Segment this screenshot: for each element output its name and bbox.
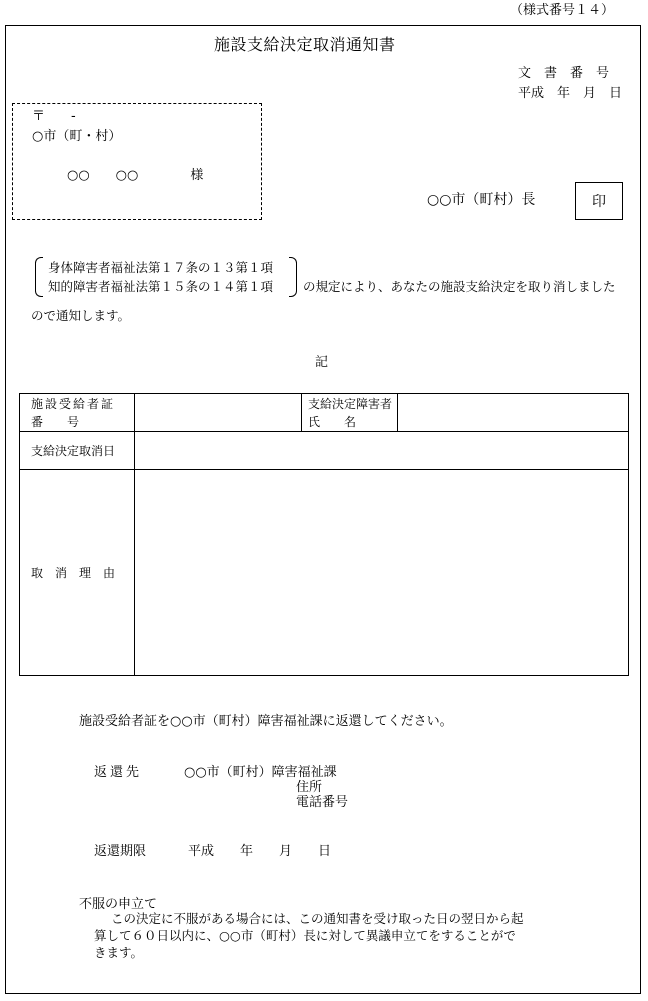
body-text-line-2: ので通知します。 [31,308,131,323]
document-number-label: 文 書 番 号 [518,66,610,81]
form-number: （様式番号１４） [510,3,615,18]
cert-number-label-line1: 施設受給者証 [31,397,116,411]
seal-mark: 印 [592,194,606,210]
ki-heading: 記 [315,355,329,370]
right-brace [289,257,297,297]
cancel-date-label: 支給決定取消日 [31,444,116,458]
certified-person-label-line2: 氏 名 [308,415,357,429]
left-brace [35,257,43,297]
return-deadline-label: 返還期限 [94,844,147,859]
addressee-city: ○市（町・村） [32,129,122,144]
details-table [19,393,629,676]
issuer: ○○市（町村）長 [427,192,536,208]
appeal-text-line-2: 算して６０日以内に、○○市（町村）長に対して異議申立てをすることがで [94,928,516,943]
appeal-text-line-1: この決定に不服がある場合には、この通知書を受け取った日の翌日から起 [111,911,524,926]
body-text-line-1: の規定により、あなたの施設支給決定を取り消しました [303,279,616,294]
certified-person-label-line1: 支給決定障害者 [308,397,393,411]
appeal-heading: 不服の申立て [79,897,158,912]
appeal-text-line-3: きます。 [94,945,144,960]
cancel-reason-label: 取 消 理 由 [31,566,116,580]
date-label: 平成 年 月 日 [518,86,623,101]
law-reference-2: 知的障害者福祉法第１５条の１４第１項 [48,279,274,294]
postal-code: 〒 - [32,109,76,124]
return-to-phone: 電話番号 [296,795,349,810]
return-to-address: 住所 [296,780,323,795]
table-col-divider-2 [301,394,302,431]
table-col-divider-3 [397,394,398,431]
return-deadline-value: 平成 年 月 日 [188,844,332,859]
return-to-department: ○○市（町村）障害福祉課 [184,765,337,780]
table-row-divider-2 [20,469,628,470]
page-title: 施設支給決定取消通知書 [214,35,396,54]
cert-number-label-line2: 番 号 [31,415,80,429]
addressee-name: ○○ ○○ 様 [67,168,204,183]
law-reference-1: 身体障害者福祉法第１７条の１３第１項 [48,260,274,275]
seal-box [575,182,623,220]
table-col-divider-1 [134,394,135,675]
table-row-divider-1 [20,431,628,432]
return-to-label: 返還先 [94,765,143,780]
return-instruction: 施設受給者証を○○市（町村）障害福祉課に返還してください。 [79,714,453,729]
